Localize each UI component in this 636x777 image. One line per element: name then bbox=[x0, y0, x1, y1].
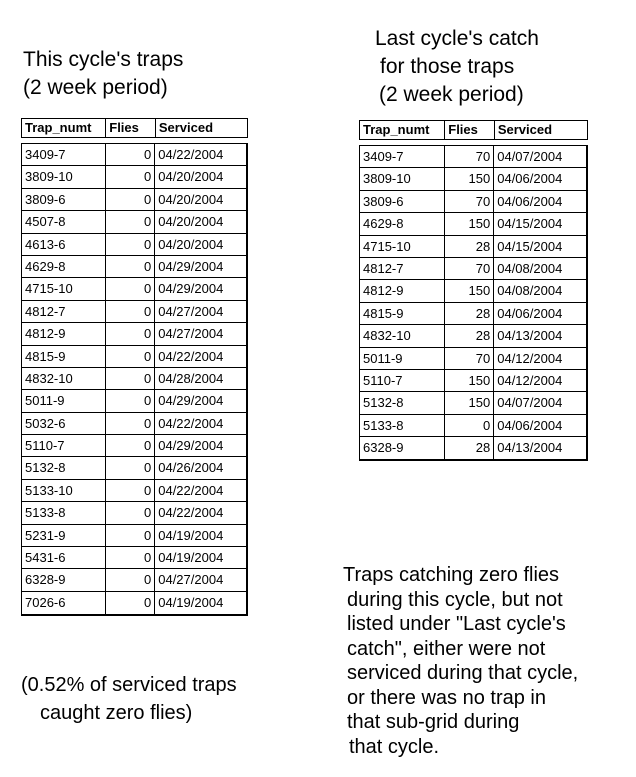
table-row bbox=[22, 234, 246, 256]
table-row bbox=[22, 502, 246, 524]
explanation-note bbox=[343, 563, 578, 759]
cell-trap-number: 4812-9 bbox=[25, 326, 66, 342]
last-cycle-heading-line2: for those traps bbox=[380, 55, 515, 78]
table-row bbox=[360, 213, 586, 235]
cell-serviced-date: 04/12/2004 bbox=[493, 348, 586, 369]
cell-trap-number: 3409-7 bbox=[363, 149, 404, 164]
column-header-trap: Trap_numt bbox=[363, 122, 430, 137]
cell-flies: 28 bbox=[444, 325, 493, 346]
cell-serviced-date: 04/29/2004 bbox=[154, 278, 246, 299]
cell-flies: 0 bbox=[105, 166, 154, 187]
table-row bbox=[360, 437, 586, 459]
cell-flies: 70 bbox=[444, 348, 493, 369]
cell-flies: 0 bbox=[105, 390, 154, 411]
table-row bbox=[22, 480, 246, 502]
cell-flies: 0 bbox=[105, 525, 154, 546]
this-cycle-heading bbox=[23, 46, 183, 102]
cell-flies: 28 bbox=[444, 236, 493, 257]
cell-trap-number: 7026-6 bbox=[25, 594, 66, 610]
cell-serviced-date: 04/22/2004 bbox=[154, 346, 246, 367]
cell-trap-number: 4812-7 bbox=[25, 303, 66, 319]
table-body bbox=[359, 145, 588, 461]
cell-serviced-date: 04/15/2004 bbox=[493, 236, 586, 257]
percent-note bbox=[21, 671, 237, 727]
cell-serviced-date: 04/22/2004 bbox=[154, 413, 246, 434]
cell-trap-number: 5011-9 bbox=[25, 393, 65, 409]
column-header-flies: Flies bbox=[444, 121, 494, 139]
cell-trap-number: 5110-7 bbox=[363, 372, 403, 388]
cell-serviced-date: 04/19/2004 bbox=[154, 525, 246, 546]
table-row bbox=[22, 278, 246, 300]
explanation-note-line4: catch", either were not bbox=[347, 637, 546, 660]
cell-serviced-date: 04/06/2004 bbox=[493, 168, 586, 189]
cell-serviced-date: 04/20/2004 bbox=[154, 166, 246, 187]
cell-trap-number: 4715-10 bbox=[25, 281, 73, 297]
column-header-serviced: Serviced bbox=[494, 121, 587, 139]
cell-serviced-date: 04/08/2004 bbox=[493, 280, 586, 301]
cell-serviced-date: 04/29/2004 bbox=[154, 256, 246, 277]
cell-trap-number: 5132-8 bbox=[363, 395, 404, 411]
table-row bbox=[22, 189, 246, 211]
cell-flies: 150 bbox=[444, 168, 493, 189]
cell-flies: 0 bbox=[444, 415, 493, 436]
cell-serviced-date: 04/07/2004 bbox=[493, 392, 586, 413]
column-header-trap: Trap_numt bbox=[25, 120, 92, 135]
cell-serviced-date: 04/12/2004 bbox=[493, 370, 586, 391]
cell-serviced-date: 04/13/2004 bbox=[493, 437, 586, 459]
cell-serviced-date: 04/07/2004 bbox=[493, 146, 586, 167]
cell-flies: 0 bbox=[105, 301, 154, 322]
cell-serviced-date: 04/19/2004 bbox=[154, 547, 246, 568]
explanation-note-line3: listed under "Last cycle's bbox=[347, 613, 566, 635]
cell-trap-number: 4832-10 bbox=[363, 328, 411, 344]
table-row bbox=[22, 368, 246, 390]
cell-serviced-date: 04/27/2004 bbox=[154, 301, 246, 322]
cell-serviced-date: 04/27/2004 bbox=[154, 569, 246, 590]
cell-serviced-date: 04/13/2004 bbox=[493, 325, 586, 346]
cell-flies: 0 bbox=[105, 569, 154, 590]
cell-serviced-date: 04/08/2004 bbox=[493, 258, 586, 279]
cell-serviced-date: 04/06/2004 bbox=[493, 303, 586, 324]
cell-flies: 70 bbox=[444, 258, 493, 279]
table-row bbox=[360, 146, 586, 168]
explanation-note-line7: that sub-grid during bbox=[347, 711, 520, 733]
table-row bbox=[360, 280, 586, 302]
cell-trap-number: 3809-6 bbox=[25, 191, 66, 207]
cell-trap-number: 4629-8 bbox=[25, 258, 66, 274]
table-header bbox=[21, 118, 248, 138]
cell-trap-number: 4629-8 bbox=[363, 216, 404, 232]
cell-trap-number: 4815-9 bbox=[363, 305, 404, 321]
cell-serviced-date: 04/29/2004 bbox=[154, 390, 246, 411]
table-row bbox=[360, 325, 586, 347]
percent-note-line2: caught zero flies) bbox=[40, 702, 193, 724]
cell-trap-number: 4715-10 bbox=[363, 238, 411, 254]
table-row bbox=[22, 166, 246, 188]
cell-trap-number: 3809-10 bbox=[25, 169, 73, 185]
cell-flies: 150 bbox=[444, 392, 493, 413]
cell-serviced-date: 04/22/2004 bbox=[154, 502, 246, 523]
cell-flies: 0 bbox=[105, 547, 154, 568]
cell-trap-number: 6328-9 bbox=[363, 440, 404, 456]
cell-serviced-date: 04/20/2004 bbox=[154, 211, 246, 232]
table-row bbox=[22, 323, 246, 345]
last-cycle-heading-line1: Last cycle's catch bbox=[375, 27, 539, 50]
cell-flies: 0 bbox=[105, 592, 154, 614]
table-row bbox=[360, 168, 586, 190]
cell-flies: 28 bbox=[444, 437, 493, 459]
cell-trap-number: 4812-9 bbox=[363, 283, 404, 299]
cell-flies: 0 bbox=[105, 278, 154, 299]
table-row bbox=[22, 256, 246, 278]
cell-trap-number: 5032-6 bbox=[25, 415, 66, 431]
table-row bbox=[360, 191, 586, 213]
table-body bbox=[21, 143, 248, 616]
percent-note-line1: (0.52% of serviced traps bbox=[21, 674, 237, 696]
cell-flies: 150 bbox=[444, 370, 493, 391]
cell-flies: 0 bbox=[105, 144, 154, 165]
cell-trap-number: 4832-10 bbox=[25, 370, 73, 386]
cell-flies: 0 bbox=[105, 211, 154, 232]
cell-trap-number: 5132-8 bbox=[25, 460, 66, 476]
table-row bbox=[22, 547, 246, 569]
cell-serviced-date: 04/20/2004 bbox=[154, 189, 246, 210]
cell-serviced-date: 04/22/2004 bbox=[154, 144, 246, 165]
table-row bbox=[360, 370, 586, 392]
cell-trap-number: 5231-9 bbox=[25, 527, 66, 543]
table-row bbox=[22, 346, 246, 368]
cell-serviced-date: 04/22/2004 bbox=[154, 480, 246, 501]
cell-flies: 0 bbox=[105, 435, 154, 456]
cell-trap-number: 4815-9 bbox=[25, 348, 66, 364]
table-row bbox=[360, 236, 586, 258]
cell-flies: 28 bbox=[444, 303, 493, 324]
cell-trap-number: 3809-10 bbox=[363, 171, 411, 187]
cell-trap-number: 5110-7 bbox=[25, 438, 65, 454]
table-row bbox=[22, 457, 246, 479]
explanation-note-line2: during this cycle, but not bbox=[347, 588, 563, 611]
explanation-note-line1: Traps catching zero flies bbox=[343, 564, 560, 586]
cell-serviced-date: 04/15/2004 bbox=[493, 213, 586, 234]
cell-flies: 0 bbox=[105, 480, 154, 501]
cell-flies: 150 bbox=[444, 280, 493, 301]
cell-trap-number: 5431-6 bbox=[25, 550, 66, 566]
last-cycle-table bbox=[359, 120, 588, 461]
cell-serviced-date: 04/06/2004 bbox=[493, 191, 586, 212]
cell-flies: 70 bbox=[444, 146, 493, 167]
table-row bbox=[360, 348, 586, 370]
cell-trap-number: 3409-7 bbox=[25, 147, 66, 162]
table-row bbox=[360, 392, 586, 414]
this-cycle-heading-line1: This cycle's traps bbox=[23, 48, 184, 71]
cell-flies: 0 bbox=[105, 368, 154, 389]
explanation-note-line8: that cycle. bbox=[349, 735, 440, 758]
cell-flies: 0 bbox=[105, 323, 154, 344]
cell-serviced-date: 04/27/2004 bbox=[154, 323, 246, 344]
cell-trap-number: 5133-10 bbox=[25, 482, 73, 498]
cell-serviced-date: 04/26/2004 bbox=[154, 457, 246, 478]
table-row bbox=[22, 390, 246, 412]
table-row bbox=[22, 301, 246, 323]
cell-trap-number: 5011-9 bbox=[363, 350, 403, 366]
cell-trap-number: 5133-8 bbox=[25, 505, 66, 521]
cell-serviced-date: 04/29/2004 bbox=[154, 435, 246, 456]
cell-flies: 0 bbox=[105, 256, 154, 277]
column-header-flies: Flies bbox=[105, 119, 155, 137]
explanation-note-line5: serviced during that cycle, bbox=[347, 662, 579, 684]
cell-serviced-date: 04/19/2004 bbox=[154, 592, 246, 614]
cell-flies: 150 bbox=[444, 213, 493, 234]
cell-trap-number: 4812-7 bbox=[363, 260, 404, 276]
last-cycle-heading-line3: (2 week period) bbox=[379, 83, 524, 106]
cell-flies: 0 bbox=[105, 234, 154, 255]
table-header bbox=[359, 120, 588, 140]
this-cycle-heading-line2: (2 week period) bbox=[23, 76, 168, 99]
cell-flies: 0 bbox=[105, 457, 154, 478]
table-row bbox=[22, 413, 246, 435]
cell-trap-number: 5133-8 bbox=[363, 417, 404, 433]
cell-trap-number: 6328-9 bbox=[25, 572, 66, 588]
cell-trap-number: 3809-6 bbox=[363, 193, 404, 209]
last-cycle-heading bbox=[375, 25, 539, 109]
table-row bbox=[22, 569, 246, 591]
cell-flies: 0 bbox=[105, 502, 154, 523]
table-row bbox=[360, 303, 586, 325]
table-row bbox=[22, 211, 246, 233]
table-row bbox=[22, 592, 246, 614]
cell-flies: 0 bbox=[105, 189, 154, 210]
column-header-serviced: Serviced bbox=[155, 119, 247, 137]
this-cycle-table bbox=[21, 118, 248, 616]
explanation-note-line6: or there was no trap in bbox=[347, 686, 546, 709]
cell-serviced-date: 04/06/2004 bbox=[493, 415, 586, 436]
cell-flies: 0 bbox=[105, 346, 154, 367]
cell-flies: 0 bbox=[105, 413, 154, 434]
table-row bbox=[22, 435, 246, 457]
table-row bbox=[360, 258, 586, 280]
cell-flies: 70 bbox=[444, 191, 493, 212]
table-row bbox=[22, 144, 246, 166]
table-row bbox=[360, 415, 586, 437]
cell-trap-number: 4507-8 bbox=[25, 214, 66, 230]
cell-serviced-date: 04/20/2004 bbox=[154, 234, 246, 255]
cell-trap-number: 4613-6 bbox=[25, 236, 66, 252]
cell-serviced-date: 04/28/2004 bbox=[154, 368, 246, 389]
table-row bbox=[22, 525, 246, 547]
